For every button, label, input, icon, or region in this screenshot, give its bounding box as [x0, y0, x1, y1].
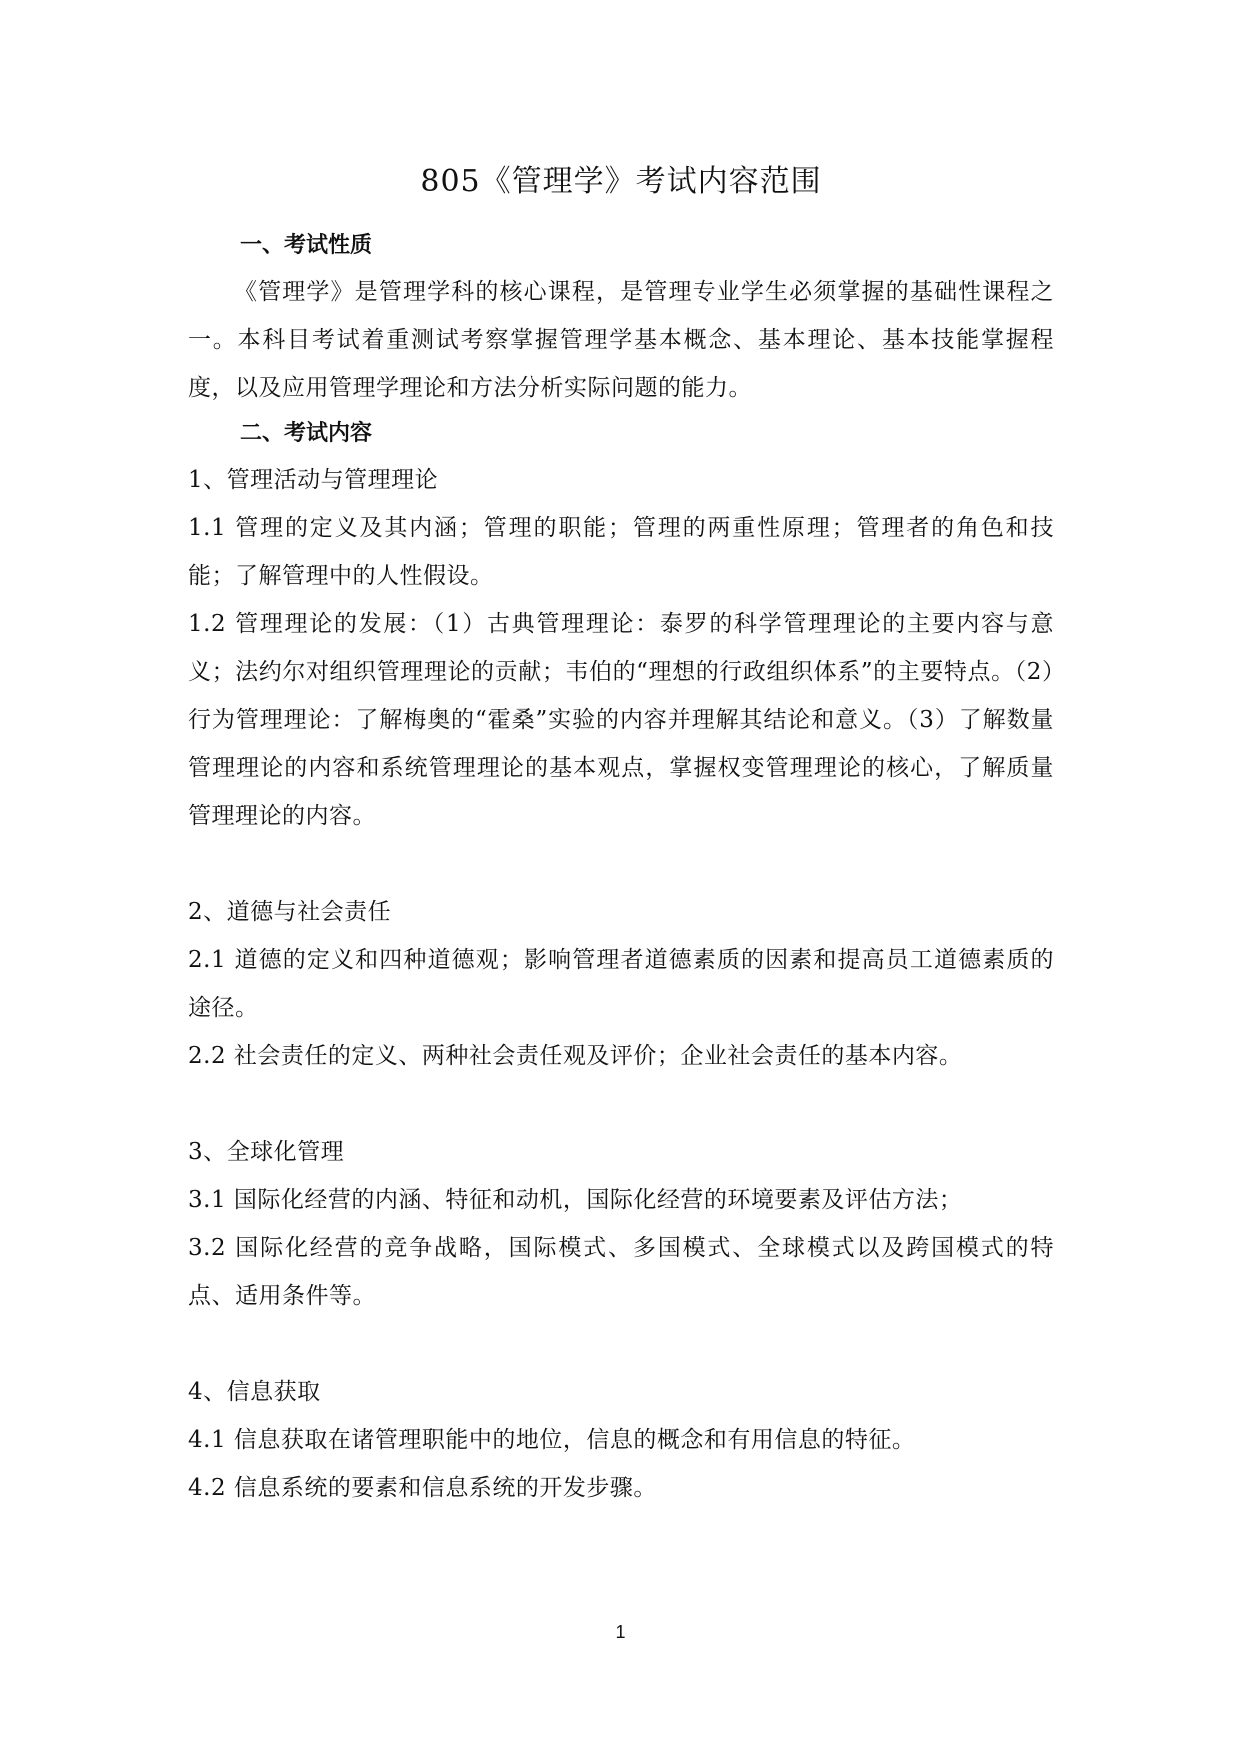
topic-item: 3.1 国际化经营的内涵、特征和动机，国际化经营的环境要素及评估方法；: [188, 1187, 963, 1213]
document-title: 805《管理学》考试内容范围: [420, 164, 822, 199]
topic-item: 3.2 国际化经营的竞争战略，国际模式、多国模式、全球模式以及跨国模式的特点、适用条件等。: [188, 1235, 1054, 1309]
document-page: [188, 160, 1054, 1512]
topic-item: 4.1 信息获取在诸管理职能中的地位，信息的概念和有用信息的特征。: [188, 1427, 916, 1453]
exam-nature-paragraph: 《管理学》是管理学科的核心课程，是管理专业学生必须掌握的基础性课程之一。本科目考试着重测试考察掌握管理学基本概念、基本理论、基本技能掌握程度，以及应用管理学理论和方法分析实际问题的能力。: [188, 279, 1054, 401]
topic-title: 3、全球化管理: [188, 1139, 345, 1165]
spacer: [188, 840, 1054, 888]
spacer: [188, 1320, 1054, 1368]
topic-title: 1、管理活动与管理理论: [188, 467, 439, 493]
topic-item: 4.2 信息系统的要素和信息系统的开发步骤。: [188, 1475, 657, 1501]
topic-management-theory: [188, 456, 1054, 840]
page-number: 1: [615, 1622, 626, 1642]
topic-item: 2.1 道德的定义和四种道德观；影响管理者道德素质的因素和提高员工道德素质的途径。: [188, 947, 1054, 1021]
spacer: [188, 1080, 1054, 1128]
topic-item: 1.2 管理理论的发展：（1）古典管理理论：泰罗的科学管理理论的主要内容与意义；法约尔对组织管理理论的贡献；韦伯的“理想的行政组织体系”的主要特点。（2）行为管理理论：了解梅奥的“霍桑”实验的内容并理解其结论和意义。（3）了解数量管理理论的内容和系统管理理论的基本观点，掌握权变管理理论的核心，了解质量管理理论的内容。: [188, 611, 1054, 829]
topic-item: 1.1 管理的定义及其内涵；管理的职能；管理的两重性原理；管理者的角色和技能；了解管理中的人性假设。: [188, 515, 1054, 589]
topic-ethics-responsibility: [188, 888, 1054, 1080]
topic-title: 4、信息获取: [188, 1379, 321, 1405]
section-heading-exam-nature: 一、考试性质: [240, 233, 373, 258]
topic-information-acquisition: [188, 1368, 1054, 1512]
topic-title: 2、道德与社会责任: [188, 899, 392, 925]
topic-global-management: [188, 1128, 1054, 1320]
section-heading-exam-content: 二、考试内容: [240, 421, 373, 446]
topic-item: 2.2 社会责任的定义、两种社会责任观及评价；企业社会责任的基本内容。: [188, 1043, 963, 1069]
